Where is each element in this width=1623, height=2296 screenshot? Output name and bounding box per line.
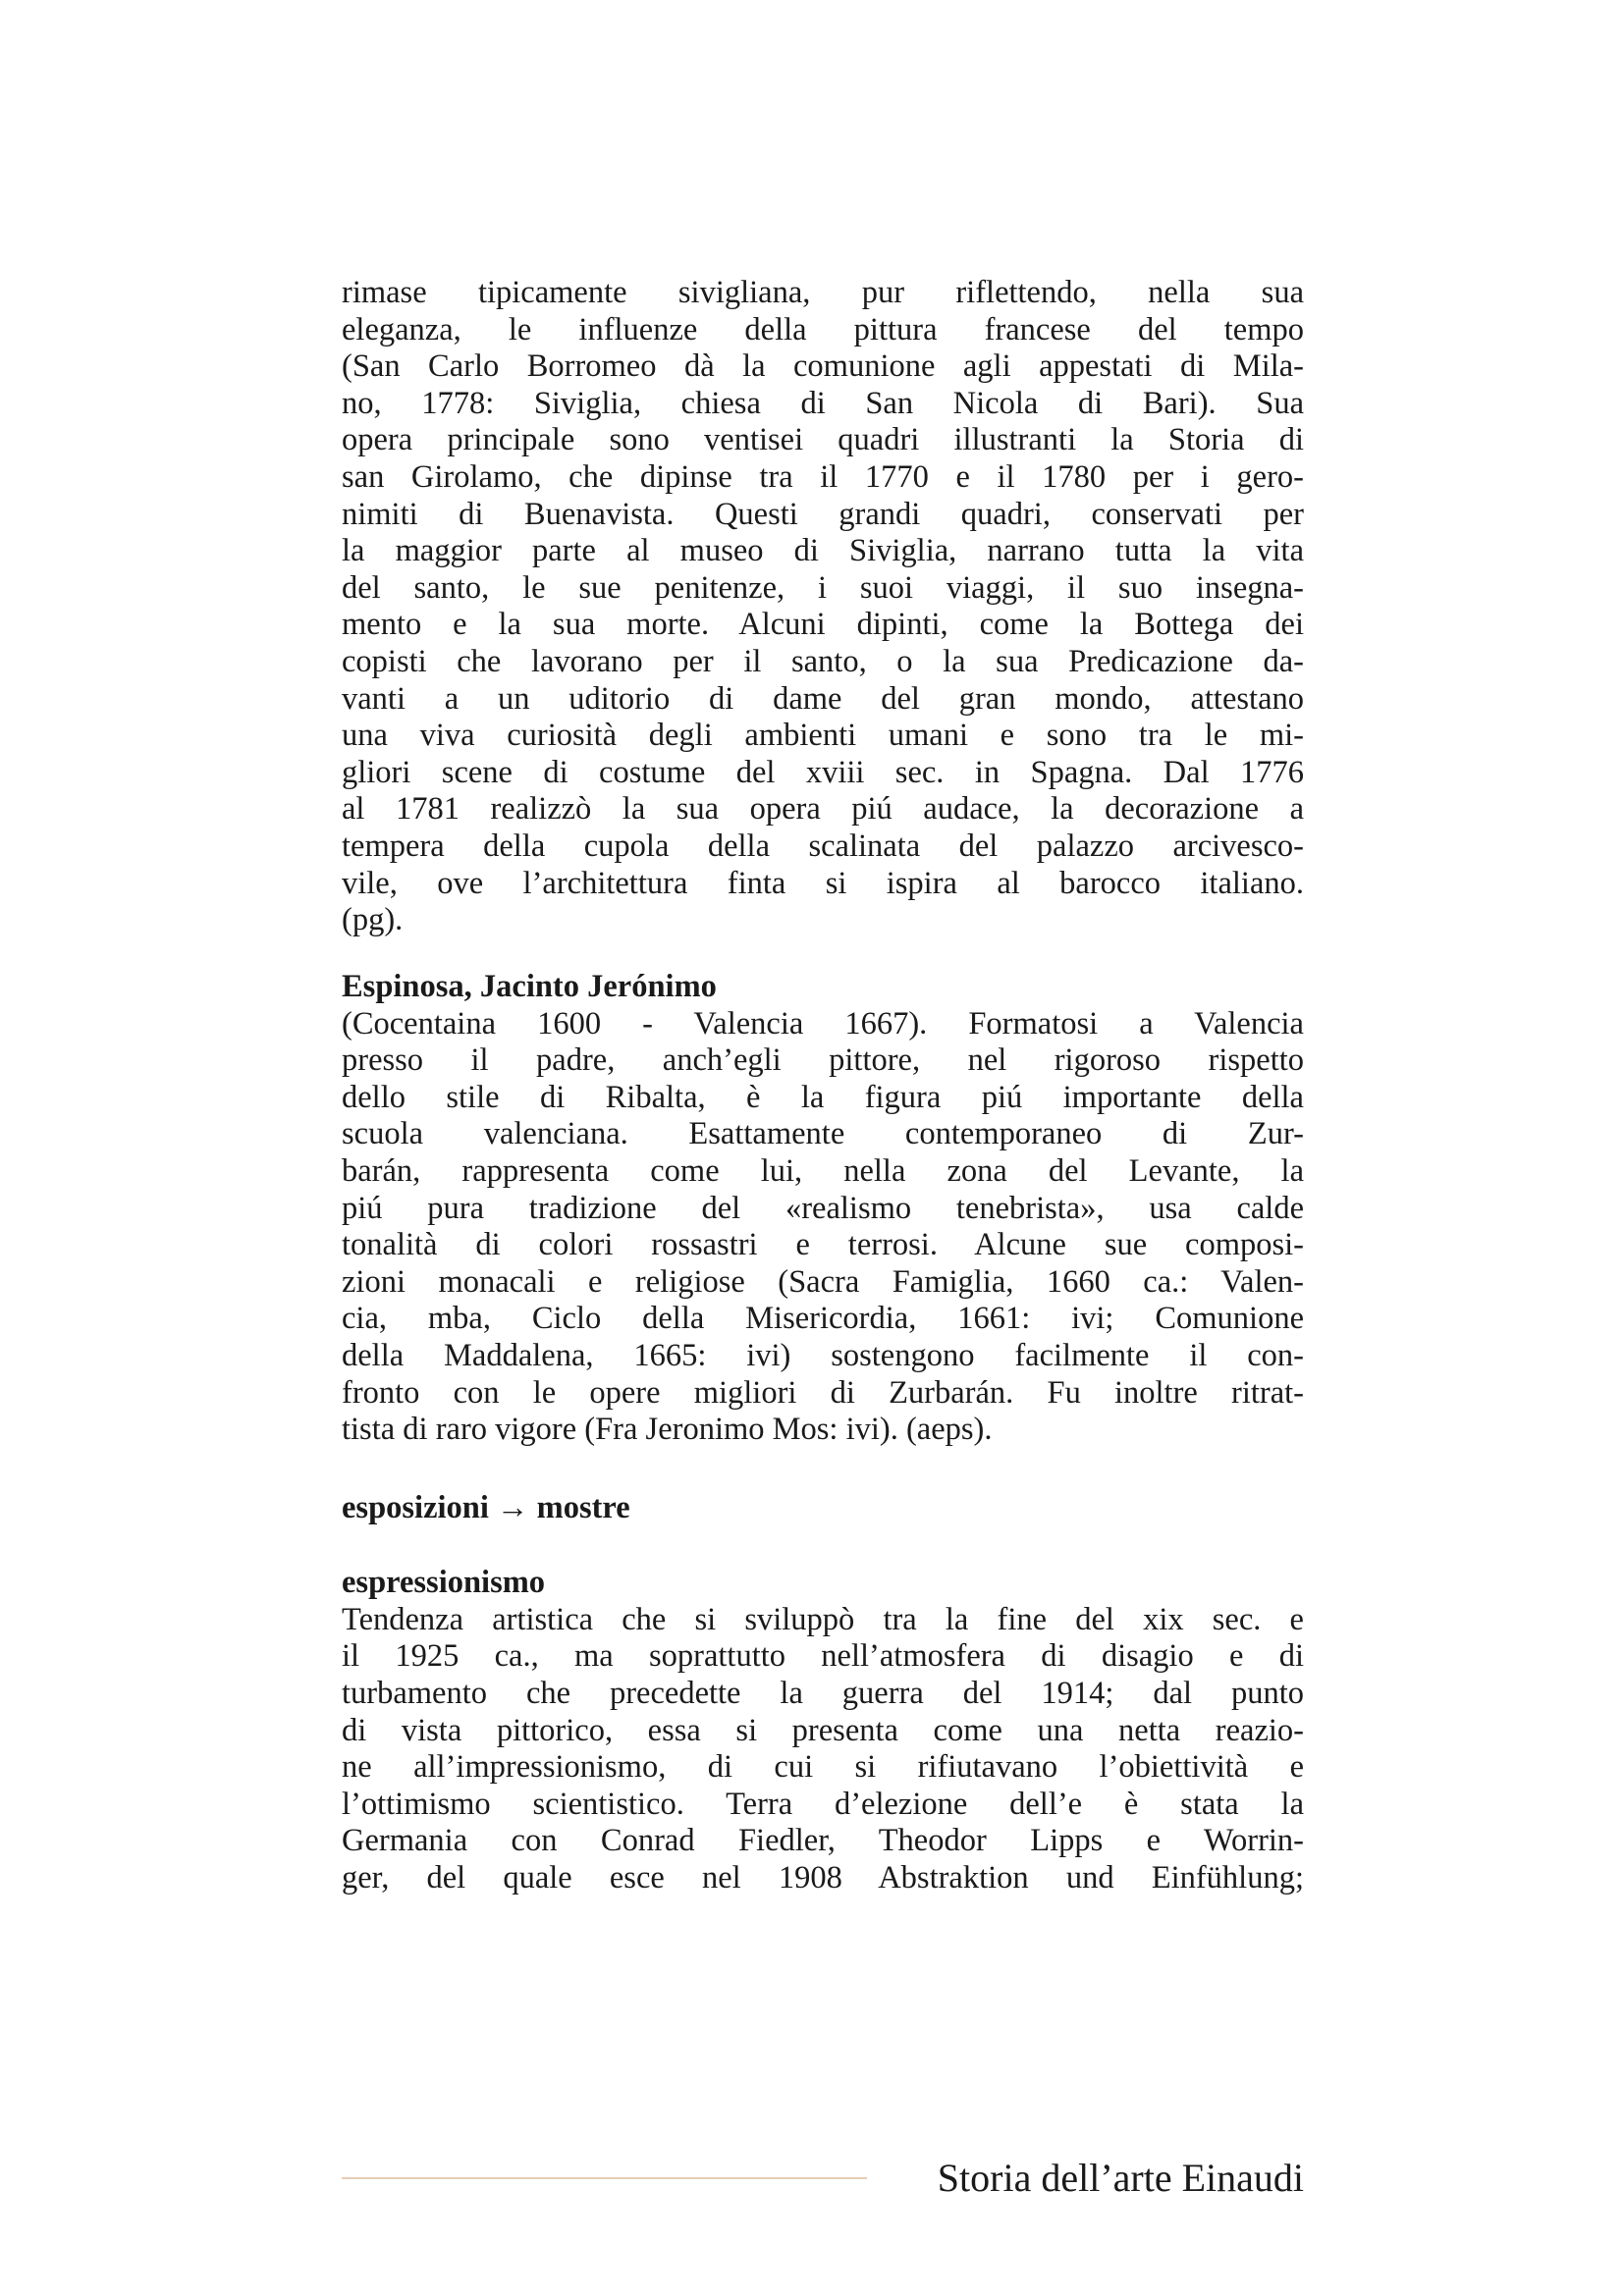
text-line: mento e la sua morte. Alcuni dipinti, come la Bottega dei: [342, 607, 1304, 643]
text-line: Germania con Conrad Fiedler, Theodor Lipps e Worrin-: [342, 1823, 1304, 1859]
text-line: del santo, le sue penitenze, i suoi viaggi, il suo insegna-: [342, 569, 1304, 606]
text-line: presso il padre, anch’egli pittore, nel rigoroso rispetto: [342, 1042, 1304, 1079]
text-line: Tendenza artistica che si sviluppò tra la fine del xix sec. e: [342, 1601, 1304, 1637]
text-line: ger, del quale esce nel 1908 Abstraktion und Einfühlung;: [342, 1859, 1304, 1896]
entry-espinosa: [342, 967, 1304, 1449]
text-line: della Maddalena, 1665: ivi) sostengono facilmente il con-: [342, 1338, 1304, 1374]
footer-rule: [342, 2177, 867, 2179]
text-line: tista di raro vigore (Fra Jeronimo Mos: ivi). (aeps).: [342, 1412, 993, 1448]
text-line: (Cocentaina 1600 - Valencia 1667). Formatosi a Valencia: [342, 1005, 1304, 1041]
text-line: vile, ove l’architettura finta si ispira al barocco italiano.: [342, 865, 1304, 901]
text-line: (San Carlo Borromeo dà la comunione agli appestati di Mila-: [342, 348, 1304, 385]
text-line: (pg).: [342, 902, 404, 938]
text-line: ne all’impressionismo, di cui si rifiutavano l’obiettività e: [342, 1749, 1304, 1786]
text-line: nimiti di Buenavista. Questi grandi quadri, conservati per: [342, 496, 1304, 532]
text-line: fronto con le opere migliori di Zurbarán. Fu inoltre ritrat-: [342, 1374, 1304, 1411]
text-line: vanti a un uditorio di dame del gran mondo, attestano: [342, 680, 1304, 717]
text-line: opera principale sono ventisei quadri illustranti la Storia di: [342, 422, 1304, 458]
entry-title: espressionismo: [342, 1564, 546, 1600]
text-line: una viva curiosità degli ambienti umani e sono tra le mi-: [342, 718, 1304, 754]
text-line: cia, mba, Ciclo della Misericordia, 1661: ivi; Comunione: [342, 1301, 1304, 1337]
text-line: copisti che lavorano per il santo, o la sua Predicazione da-: [342, 643, 1304, 679]
text-line: no, 1778: Siviglia, chiesa di San Nicola di Bari). Sua: [342, 385, 1304, 421]
page-body: [342, 275, 1304, 1897]
text-line: l’ottimismo scientistico. Terra d’elezione dell’e è stata la: [342, 1786, 1304, 1822]
text-line: la maggior parte al museo di Siviglia, narrano tutta la vita: [342, 533, 1304, 569]
text-line: scuola valenciana. Esattamente contemporaneo di Zur-: [342, 1116, 1304, 1152]
text-line: al 1781 realizzò la sua opera piú audace, la decorazione a: [342, 791, 1304, 828]
text-line: tonalità di colori rossastri e terrosi. Alcune sue composi-: [342, 1227, 1304, 1263]
entry-espressionismo: [342, 1563, 1304, 1897]
text-line: tempera della cupola della scalinata del palazzo arcivesco-: [342, 828, 1304, 864]
entry-esposizioni: [342, 1488, 1304, 1527]
footer-title: Storia dell’arte Einaudi: [937, 2156, 1304, 2200]
cross-reference-title: esposizioni → mostre: [342, 1489, 630, 1525]
text-line: di vista pittorico, essa si presenta come una netta reazio-: [342, 1712, 1304, 1748]
text-line: zioni monacali e religiose (Sacra Famiglia, 1660 ca.: Valen-: [342, 1263, 1304, 1300]
text-line: piú pura tradizione del «realismo tenebrista», usa calde: [342, 1190, 1304, 1226]
text-line: barán, rappresenta come lui, nella zona del Levante, la: [342, 1153, 1304, 1190]
text-line: eleganza, le influenze della pittura francese del tempo: [342, 311, 1304, 347]
entry-continuation: [342, 275, 1304, 939]
text-line: dello stile di Ribalta, è la figura piú importante della: [342, 1079, 1304, 1115]
text-line: rimase tipicamente sivigliana, pur riflettendo, nella sua: [342, 275, 1304, 310]
text-line: gliori scene di costume del xviii sec. in Spagna. Dal 1776: [342, 754, 1304, 790]
text-line: turbamento che precedette la guerra del 1914; dal punto: [342, 1676, 1304, 1711]
text-line: il 1925 ca., ma soprattutto nell’atmosfera di disagio e di: [342, 1638, 1304, 1675]
text-line: san Girolamo, che dipinse tra il 1770 e il 1780 per i gero-: [342, 458, 1304, 495]
entry-title: Espinosa, Jacinto Jerónimo: [342, 968, 717, 1004]
